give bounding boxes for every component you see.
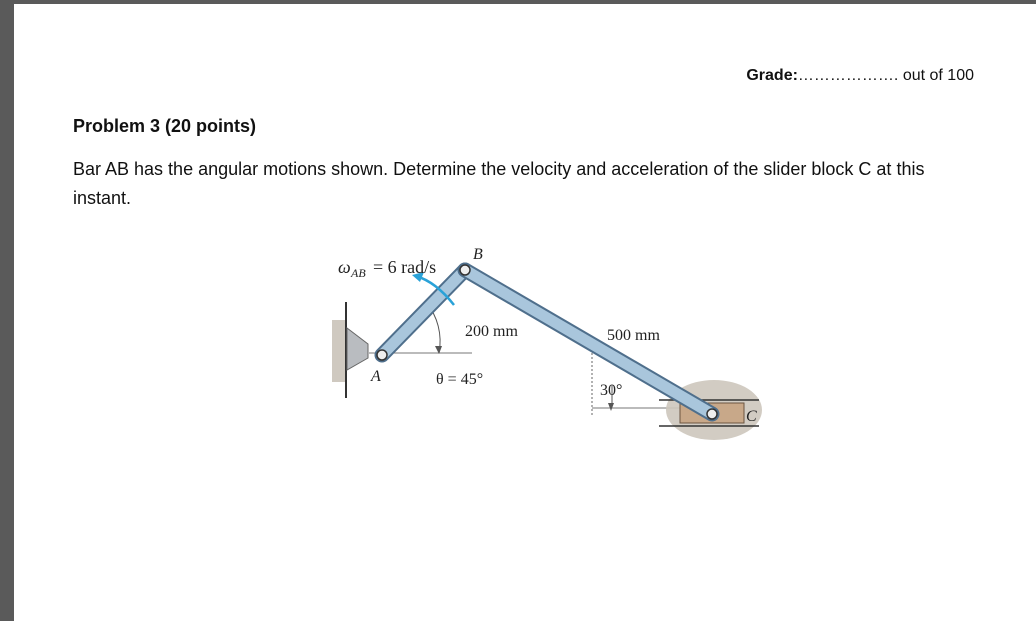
- grade-dots: ……………….: [797, 67, 899, 84]
- grade-label: Grade:: [746, 67, 798, 84]
- label-a: A: [371, 368, 381, 385]
- grade-suffix: out of 100: [898, 67, 974, 84]
- omega-symbol: ω: [338, 257, 351, 277]
- document-page: [14, 4, 1036, 621]
- problem-title: Problem 3 (20 points): [73, 116, 257, 136]
- theta-label: θ = 45°: [436, 371, 484, 388]
- bar-ab: [382, 270, 465, 355]
- label-b: B: [473, 246, 483, 263]
- label-c: C: [746, 408, 757, 425]
- omega-value: = 6 rad/s: [373, 257, 437, 277]
- angle-bc-label: 30°: [600, 382, 623, 399]
- pin-a: [377, 350, 387, 360]
- pin-support-a: [347, 328, 368, 370]
- angle-30-arrowhead: [608, 403, 614, 411]
- length-ab-label: 200 mm: [465, 323, 518, 340]
- omega-subscript: AB: [351, 266, 366, 280]
- pin-b: [460, 265, 470, 275]
- mechanism-figure: [314, 240, 774, 455]
- pin-c: [707, 409, 717, 419]
- length-bc-label: 500 mm: [607, 327, 660, 344]
- wall-hatch: [332, 320, 346, 382]
- bar-bc: [465, 270, 712, 414]
- problem-statement: Bar AB has the angular motions shown. Determine the velocity and acceleration of the slider block C at this instant.: [73, 159, 925, 208]
- grade-line: [746, 67, 974, 85]
